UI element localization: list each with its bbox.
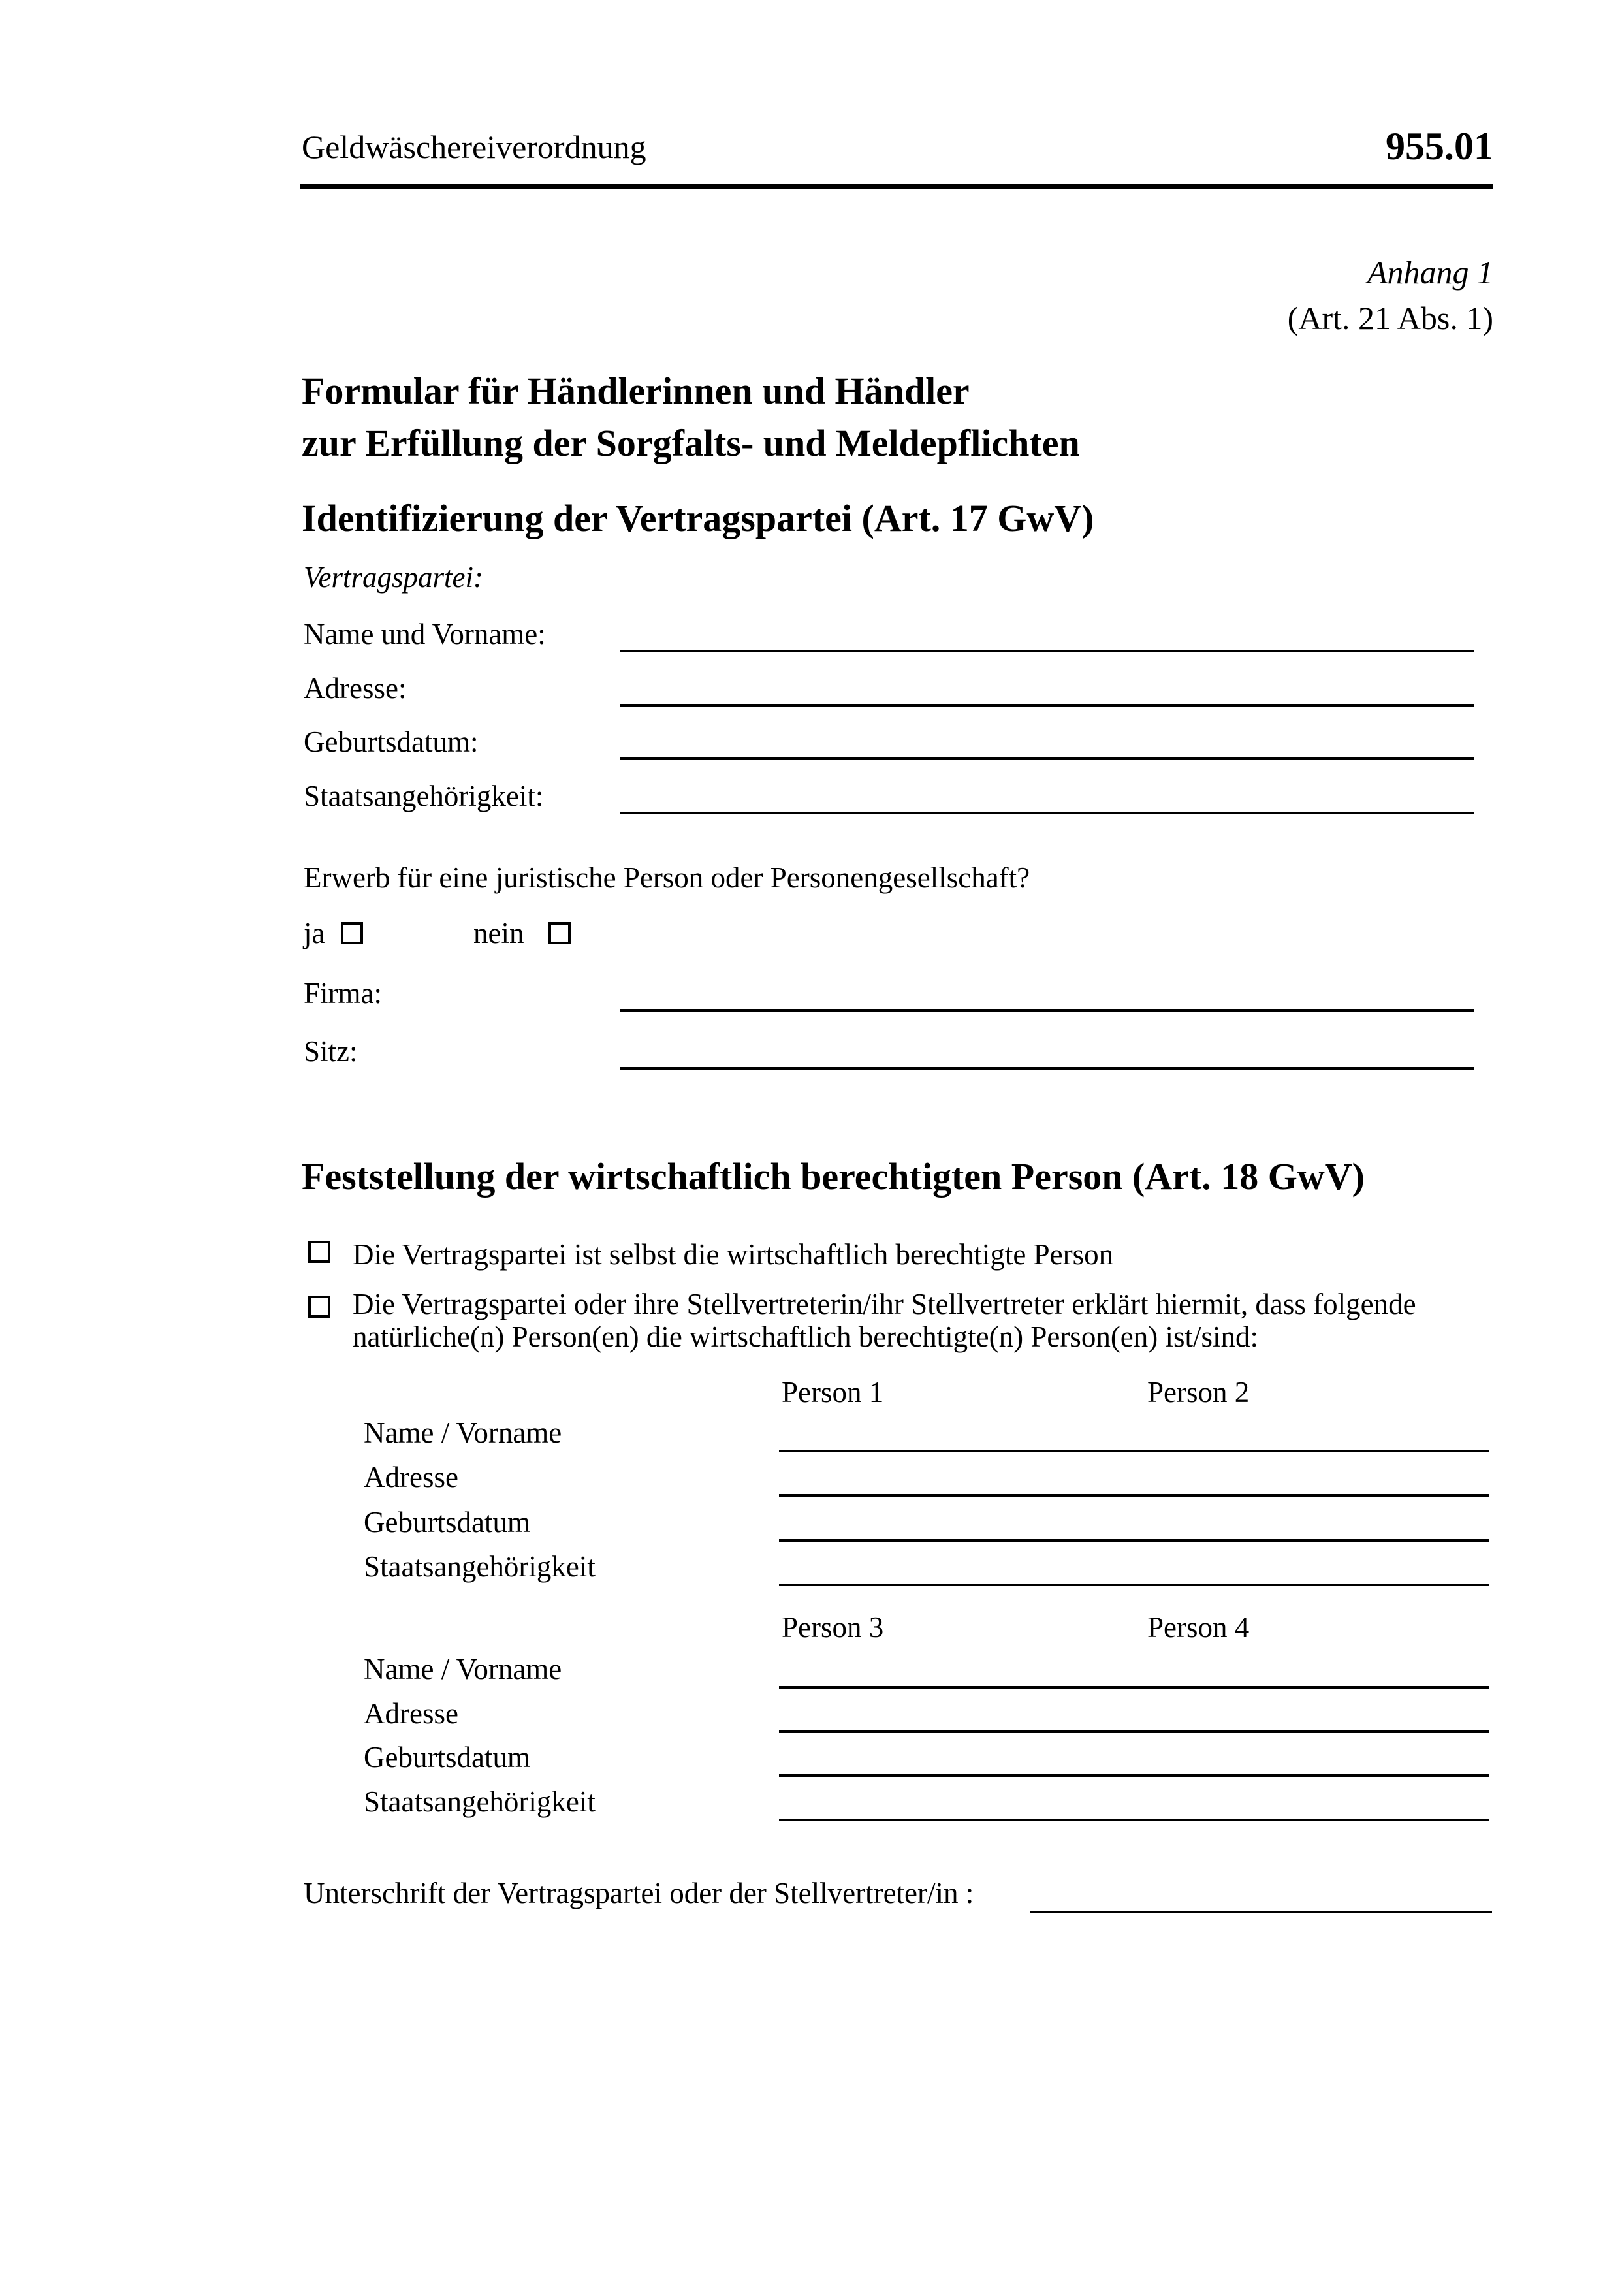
- annex-article-ref: (Art. 21 Abs. 1): [1287, 300, 1493, 336]
- field-label-sitz: Sitz:: [304, 1035, 358, 1068]
- table2-row-label-name: Name / Vorname: [364, 1653, 562, 1685]
- field-line-name-vorname[interactable]: [620, 650, 1474, 652]
- option-no-label: nein: [473, 917, 524, 949]
- field-line-staatsangehoerigkeit[interactable]: [620, 812, 1474, 814]
- header-rule: [300, 184, 1493, 189]
- legal-entity-question: Erwerb für eine juristische Person oder Personengesellschaft?: [304, 861, 1030, 894]
- table2-row-label-geburtsdatum: Geburtsdatum: [364, 1741, 530, 1774]
- table2-row-label-staatsangehoerigkeit: Staatsangehörigkeit: [364, 1785, 596, 1818]
- field-line-geburtsdatum[interactable]: [620, 757, 1474, 760]
- table1-header-person1: Person 1: [782, 1376, 884, 1409]
- table2-line-name[interactable]: [779, 1686, 1489, 1689]
- table2-header-person3: Person 3: [782, 1611, 884, 1644]
- field-label-name-vorname: Name und Vorname:: [304, 618, 546, 650]
- beneficial-owner-declared-checkbox[interactable]: [308, 1296, 330, 1318]
- table1-line-staatsangehoerigkeit[interactable]: [779, 1584, 1489, 1586]
- section2-heading: Feststellung der wirtschaftlich berechtigten Person (Art. 18 GwV): [302, 1155, 1365, 1198]
- section1-intro: Vertragspartei:: [304, 561, 483, 594]
- document-title-line2: zur Erfüllung der Sorgfalts- und Meldepflichten: [302, 422, 1080, 464]
- signature-label: Unterschrift der Vertragspartei oder der Stellvertreter/in :: [304, 1877, 974, 1909]
- field-label-geburtsdatum: Geburtsdatum:: [304, 725, 479, 758]
- field-label-firma: Firma:: [304, 977, 382, 1010]
- running-header-title: Geldwäschereiverordnung: [302, 129, 646, 165]
- field-label-staatsangehoerigkeit: Staatsangehörigkeit:: [304, 780, 544, 812]
- no-checkbox[interactable]: [548, 922, 571, 944]
- table1-line-adresse[interactable]: [779, 1494, 1489, 1497]
- table2-line-staatsangehoerigkeit[interactable]: [779, 1819, 1489, 1821]
- beneficial-owner-self-label: Die Vertragspartei ist selbst die wirtschaftlich berechtigte Person: [353, 1238, 1114, 1271]
- beneficial-owner-declared-label-line2: natürliche(n) Person(en) die wirtschaftlich berechtigte(n) Person(en) ist/sind:: [353, 1320, 1259, 1353]
- table1-header-person2: Person 2: [1147, 1376, 1250, 1409]
- section1-heading: Identifizierung der Vertragspartei (Art. 17 GwV): [302, 497, 1094, 539]
- field-line-adresse[interactable]: [620, 704, 1474, 707]
- table1-row-label-adresse: Adresse: [364, 1461, 458, 1493]
- beneficial-owner-self-checkbox[interactable]: [308, 1241, 330, 1263]
- beneficial-owner-declared-label-line1: Die Vertragspartei oder ihre Stellvertreterin/ihr Stellvertreter erklärt hiermit, dass folgende: [353, 1288, 1416, 1320]
- document-title-line1: Formular für Händlerinnen und Händler: [302, 370, 970, 412]
- field-line-firma[interactable]: [620, 1009, 1474, 1012]
- yes-checkbox[interactable]: [341, 922, 363, 944]
- sr-number: 955.01: [1386, 125, 1493, 168]
- table2-line-adresse[interactable]: [779, 1730, 1489, 1733]
- table1-row-label-geburtsdatum: Geburtsdatum: [364, 1506, 530, 1539]
- field-label-adresse: Adresse:: [304, 672, 407, 705]
- table2-line-geburtsdatum[interactable]: [779, 1774, 1489, 1777]
- option-yes-label: ja: [304, 917, 325, 949]
- table2-row-label-adresse: Adresse: [364, 1697, 458, 1730]
- table1-row-label-name: Name / Vorname: [364, 1416, 562, 1449]
- table1-row-label-staatsangehoerigkeit: Staatsangehörigkeit: [364, 1550, 596, 1583]
- table1-line-geburtsdatum[interactable]: [779, 1539, 1489, 1542]
- annex-label: Anhang 1: [1367, 254, 1493, 291]
- table1-line-name[interactable]: [779, 1450, 1489, 1452]
- signature-line[interactable]: [1030, 1911, 1492, 1913]
- field-line-sitz[interactable]: [620, 1067, 1474, 1070]
- table2-header-person4: Person 4: [1147, 1611, 1250, 1644]
